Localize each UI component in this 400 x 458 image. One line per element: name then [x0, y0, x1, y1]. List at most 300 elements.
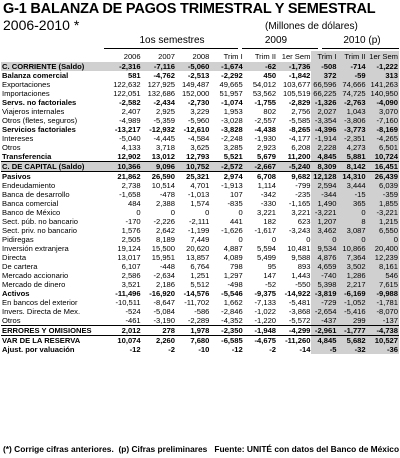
- table-cell: -2,846: [221, 307, 243, 316]
- table-cell: 103,677: [282, 80, 311, 89]
- table-cell: 54,012: [252, 80, 277, 89]
- table-cell: 798: [230, 262, 243, 271]
- table-cell: -1,199: [187, 226, 210, 235]
- table-cell: -10,511: [115, 298, 141, 307]
- table-cell: -5: [311, 345, 337, 354]
- table-row: [1, 289, 399, 298]
- table-cell: -1,781: [367, 298, 399, 307]
- table-cell: 1,114: [257, 181, 277, 190]
- table-cell: -5,040: [119, 134, 141, 143]
- table-cell: -12: [129, 345, 141, 354]
- table-cell: -2,634: [153, 271, 176, 280]
- table-row: [1, 253, 399, 262]
- table-cell: 3,444: [337, 181, 366, 190]
- table-cell: 2,505: [121, 235, 141, 244]
- table-cell: -3,868: [288, 307, 311, 316]
- table-cell: -8,169: [367, 125, 399, 134]
- table-cell: -1,022: [254, 307, 277, 316]
- table-cell: -1,658: [119, 190, 141, 199]
- table-cell: -3,028: [221, 116, 243, 125]
- table-cell: 441: [230, 217, 243, 226]
- column-header: 2008: [192, 52, 210, 61]
- column-header: 1er Sem: [281, 52, 311, 61]
- table-cell: 122,632: [113, 80, 141, 89]
- table-cell: 0: [238, 235, 243, 244]
- table-cell: 2,217: [337, 280, 366, 289]
- table-cell: -1,914: [311, 134, 337, 143]
- table-cell: 0: [337, 235, 366, 244]
- table-cell: 8,309: [311, 162, 337, 172]
- row-label: Mercado de dinero: [2, 280, 66, 289]
- table-cell: 450: [263, 71, 277, 80]
- table-cell: 12,128: [313, 172, 337, 181]
- table-cell: 49,665: [219, 80, 243, 89]
- table-cell: 3,285: [223, 143, 243, 152]
- table-cell: -4,396: [311, 125, 337, 134]
- footer: [3, 443, 399, 455]
- table-cell: -550: [295, 280, 311, 289]
- table-cell: -2,582: [119, 98, 141, 107]
- table-cell: 10,866: [337, 244, 366, 253]
- table-cell: 1,043: [337, 107, 366, 116]
- table-cell: 12,239: [367, 253, 399, 262]
- table-cell: 3,221: [257, 208, 277, 217]
- table-cell: -2,513: [187, 71, 210, 80]
- table-cell: -5,960: [187, 116, 210, 125]
- table-cell: 1,251: [190, 271, 210, 280]
- table-cell: 14,310: [337, 172, 366, 182]
- table-row: [1, 226, 399, 235]
- table-cell: -2,730: [187, 98, 210, 107]
- table-cell: 6,208: [291, 143, 311, 152]
- group-header-2009: 2009: [264, 35, 288, 46]
- table-cell: 1,443: [291, 271, 311, 280]
- table-row: [1, 152, 399, 162]
- table-cell: -4,762: [153, 71, 176, 80]
- table-cell: -3,243: [288, 226, 311, 235]
- table-cell: 7,680: [176, 336, 210, 346]
- table-cell: 149,487: [181, 80, 210, 89]
- table-cell: -16,920: [149, 289, 176, 298]
- table-cell: 19,124: [117, 244, 141, 253]
- table-cell: 51,957: [219, 89, 243, 98]
- row-label: ERRORES Y OMISIONES: [1, 326, 108, 336]
- table-cell: 6,764: [190, 262, 210, 271]
- table-cell: 6,039: [367, 181, 399, 190]
- table-cell: 1,953: [223, 107, 243, 116]
- table-cell: -448: [159, 262, 176, 271]
- table-row: [1, 62, 399, 71]
- table-cell: 12,902: [117, 152, 141, 161]
- row-label: Invers. Directa de Mex.: [2, 307, 81, 316]
- table-cell: 74,725: [337, 89, 366, 98]
- table-cell: 2,027: [311, 107, 337, 116]
- row-label: C. DE CAPITAL (Saldo): [1, 162, 108, 172]
- table-cell: 2,586: [121, 271, 141, 280]
- table-cell: -5,416: [337, 307, 366, 316]
- table-cell: 4,659: [311, 262, 337, 271]
- table-cell: -2,667: [244, 162, 277, 172]
- source-note: Fuente: UNITÉ con datos del Banco de México: [214, 444, 400, 454]
- column-header: Trim I: [311, 51, 337, 62]
- table-cell: 25,321: [176, 172, 210, 182]
- table-cell: -5,585: [288, 116, 311, 125]
- table-cell: 95: [267, 262, 277, 271]
- table-cell: -508: [311, 62, 337, 71]
- table-cell: 2,228: [311, 143, 337, 152]
- table-cell: -740: [311, 271, 337, 280]
- table-cell: -1,326: [311, 98, 337, 107]
- table-cell: 2,407: [121, 107, 141, 116]
- table-cell: -729: [311, 298, 337, 307]
- table-cell: 182: [263, 217, 277, 226]
- group-header-2010: 2010 (p): [343, 35, 381, 46]
- table-row: [1, 190, 399, 199]
- table-cell: 10,527: [367, 336, 399, 346]
- table-cell: 0: [205, 208, 210, 217]
- table-cell: -14,576: [183, 289, 210, 298]
- table-cell: -1,165: [288, 199, 311, 208]
- table-cell: -52: [265, 280, 277, 289]
- table-cell: -11,496: [115, 289, 141, 298]
- table-cell: -14: [299, 345, 311, 354]
- table-cell: -4,584: [187, 134, 210, 143]
- row-label: Transferencia: [2, 152, 52, 161]
- table-cell: -1,074: [221, 98, 243, 107]
- table-cell: 623: [297, 217, 311, 226]
- table-cell: 9,588: [291, 253, 311, 262]
- table-cell: 74,666: [337, 80, 366, 89]
- table-cell: -9,988: [367, 289, 399, 298]
- row-label: Balanza comercial: [2, 71, 69, 80]
- table-cell: 12,793: [186, 152, 210, 161]
- table-cell: 4,273: [337, 143, 366, 152]
- table-cell: -15: [337, 190, 366, 199]
- table-cell: -4,265: [367, 134, 399, 143]
- table-cell: -1,626: [221, 226, 243, 235]
- table-cell: 802: [263, 107, 277, 116]
- table-row: [1, 262, 399, 271]
- table-cell: -8,070: [367, 307, 399, 316]
- table-cell: 6,708: [244, 172, 277, 182]
- table-cell: 21,862: [108, 172, 141, 182]
- table-cell: -2,434: [153, 98, 176, 107]
- table-cell: 1,662: [223, 298, 243, 307]
- table-cell: 105,519: [282, 89, 311, 98]
- table-cell: 10,752: [176, 162, 210, 172]
- row-label: De cartera: [2, 262, 38, 271]
- table-cell: 3,221: [291, 208, 311, 217]
- table-cell: -1,674: [210, 62, 243, 71]
- table-cell: -4,438: [254, 125, 277, 134]
- table-cell: 278: [142, 326, 176, 336]
- table-cell: -10: [198, 345, 210, 354]
- footnote-corrections: (*) Corrige cifras anteriores.: [3, 444, 114, 454]
- table-cell: 11,200: [287, 152, 311, 161]
- table-cell: 152,000: [181, 89, 210, 98]
- table-cell: 3,087: [337, 226, 366, 235]
- table-cell: -3,819: [311, 289, 337, 298]
- page-title: G-1 BALANZA DE PAGOS TRIMESTRAL Y SEMESTRAL: [3, 1, 376, 17]
- row-label: Pidiregas: [2, 235, 34, 244]
- row-label: VAR DE LA RESERVA: [1, 336, 108, 346]
- table-cell: 2,012: [108, 326, 141, 336]
- row-label: C. CORRIENTE (Saldo): [1, 62, 108, 71]
- table-row: [1, 80, 399, 89]
- table-cell: 365: [337, 199, 366, 208]
- table-row: [1, 134, 399, 143]
- table-cell: -1,013: [187, 190, 210, 199]
- row-label: Endeudamiento: [2, 181, 56, 190]
- table-cell: 132,686: [147, 89, 176, 98]
- table-cell: 3,462: [311, 226, 337, 235]
- table-cell: -1,755: [254, 98, 277, 107]
- row-label: Otros: [2, 143, 21, 152]
- table-cell: -714: [337, 62, 366, 71]
- table-cell: -835: [227, 199, 243, 208]
- table-cell: 66,225: [313, 89, 337, 98]
- table-cell: -5,060: [176, 62, 210, 71]
- table-row: [1, 71, 399, 80]
- group-rule-2: [242, 48, 318, 49]
- row-label: Otros: [2, 316, 21, 325]
- table-cell: -2,351: [337, 134, 366, 143]
- group-rule-1: [104, 48, 238, 49]
- row-label: Ajust. por valuación: [2, 345, 75, 354]
- table-cell: 2,925: [156, 107, 176, 116]
- table-cell: 10,514: [151, 181, 176, 190]
- row-label: Intereses: [2, 134, 34, 143]
- table-cell: 4,845: [311, 336, 337, 346]
- table-cell: 9,534: [311, 244, 337, 253]
- table-cell: -12,610: [183, 125, 210, 134]
- table-cell: 4,089: [223, 253, 243, 262]
- table-cell: -3,190: [153, 316, 176, 325]
- table-cell: -344: [311, 190, 337, 199]
- table-cell: 5,594: [257, 244, 277, 253]
- table-cell: -2,111: [188, 217, 210, 226]
- table-cell: -5,084: [153, 307, 176, 316]
- table-cell: 893: [297, 262, 311, 271]
- table-cell: 581: [127, 71, 141, 80]
- row-label: Otros (fletes, seguros): [2, 116, 78, 125]
- table-cell: -9,375: [254, 289, 277, 298]
- table-cell: -170: [125, 217, 141, 226]
- table-cell: -7,160: [367, 116, 399, 125]
- row-label: Banca comercial: [2, 199, 59, 208]
- table-cell: 9,096: [142, 162, 176, 172]
- table-cell: 4,133: [121, 143, 141, 152]
- table-cell: -1,617: [254, 226, 277, 235]
- table-cell: -498: [227, 280, 243, 289]
- table-cell: -3,773: [337, 125, 366, 134]
- table-cell: -799: [295, 181, 311, 190]
- table-cell: 4,876: [311, 253, 337, 262]
- table-cell: -32: [337, 345, 366, 354]
- table-cell: -1,948: [244, 326, 277, 336]
- table-cell: -342: [260, 190, 277, 199]
- table-cell: -2,350: [210, 326, 243, 336]
- table-cell: 8,161: [367, 262, 399, 271]
- table-cell: 2,738: [121, 181, 141, 190]
- table-cell: 0: [367, 235, 399, 244]
- table-cell: 2,186: [156, 280, 176, 289]
- table-cell: -5,481: [288, 298, 311, 307]
- table-cell: 20,400: [367, 244, 399, 253]
- table-cell: 3,718: [156, 143, 176, 152]
- table-cell: 1,574: [190, 199, 210, 208]
- table-row: [1, 89, 399, 98]
- table-cell: -5,359: [153, 116, 176, 125]
- table-cell: -3,806: [337, 116, 366, 125]
- row-label: Sect. priv. no bancario: [2, 226, 77, 235]
- table-cell: 2,594: [311, 181, 337, 190]
- table-row: [1, 217, 399, 226]
- row-label: Inversión extranjera: [2, 244, 69, 253]
- table-row: [1, 143, 399, 152]
- table-cell: 7,364: [337, 253, 366, 262]
- table-cell: -2,763: [337, 98, 366, 107]
- table-cell: -7,116: [142, 62, 176, 71]
- table-row: [1, 298, 399, 307]
- table-cell: 10,074: [108, 336, 141, 346]
- table-cell: -4,352: [221, 316, 243, 325]
- table-cell: -2,654: [311, 307, 337, 316]
- column-header-label: [1, 51, 108, 62]
- row-label: Exportaciones: [2, 80, 51, 89]
- table-cell: -2,248: [221, 134, 243, 143]
- table-cell: 5,682: [337, 336, 366, 346]
- table-cell: 1,855: [367, 199, 399, 208]
- table-cell: -6,169: [337, 289, 366, 298]
- table-row: [1, 307, 399, 316]
- row-label: En bancos del exterior: [2, 298, 78, 307]
- table-cell: -59: [337, 71, 366, 80]
- table-row: [1, 345, 399, 354]
- table-cell: 1,286: [337, 271, 366, 280]
- table-cell: 140,950: [367, 89, 399, 98]
- group-rule-3: [322, 48, 399, 49]
- table-cell: 53,562: [252, 89, 277, 98]
- table-cell: -5,240: [277, 162, 311, 172]
- table-cell: 5,521: [223, 152, 243, 161]
- table-cell: -586: [194, 307, 210, 316]
- table-cell: -8,647: [153, 298, 176, 307]
- table-cell: -36: [367, 345, 399, 354]
- table-cell: 372: [311, 71, 337, 80]
- table-cell: -3,221: [367, 208, 399, 217]
- table-cell: -437: [311, 316, 337, 326]
- table-cell: 2,642: [156, 226, 176, 235]
- table-cell: 122,051: [113, 89, 141, 98]
- table-row: [1, 271, 399, 280]
- table-cell: -1,052: [337, 298, 366, 307]
- column-header: 2007: [158, 52, 176, 61]
- table-row: [1, 326, 399, 336]
- table-cell: -5,546: [221, 289, 243, 298]
- table-cell: 8: [337, 217, 366, 226]
- table-row: [1, 125, 399, 134]
- table-cell: 107: [230, 190, 243, 199]
- table-cell: 0: [311, 235, 337, 244]
- table-cell: -4,177: [288, 134, 311, 143]
- table-cell: -235: [295, 190, 311, 199]
- table-cell: 5,881: [337, 152, 366, 162]
- table-cell: 0: [170, 208, 176, 217]
- table-row: [1, 336, 399, 346]
- table-cell: 0: [238, 208, 243, 217]
- table-cell: -2,572: [210, 162, 243, 172]
- table-cell: -1,913: [221, 181, 243, 190]
- table-cell: 10,724: [367, 152, 399, 162]
- table-cell: 1,490: [311, 199, 337, 208]
- table-cell: -2,289: [187, 316, 210, 325]
- table-cell: -12,932: [149, 125, 176, 134]
- table-cell: -1,220: [254, 316, 277, 325]
- column-header: Trim II: [254, 52, 277, 61]
- table-cell: 2,756: [291, 107, 311, 116]
- table-cell: -330: [260, 199, 277, 208]
- table-cell: 13,017: [117, 253, 141, 262]
- table-cell: -2,557: [254, 116, 277, 125]
- row-label: Importaciones: [2, 89, 50, 98]
- row-label: Servs. no factoriales: [2, 98, 77, 107]
- table-cell: -2,316: [108, 62, 141, 71]
- table-cell: -4,299: [277, 326, 311, 336]
- table-cell: 147: [263, 271, 277, 280]
- table-row: [1, 199, 399, 208]
- table-cell: 5,398: [311, 280, 337, 289]
- table-cell: 2,388: [156, 199, 176, 208]
- table-cell: 16,451: [367, 162, 399, 172]
- table-cell: -2,226: [153, 217, 176, 226]
- table-cell: -2,961: [311, 326, 337, 336]
- table-cell: -1,777: [337, 326, 366, 336]
- table-cell: 0: [337, 208, 366, 217]
- table-row: [1, 235, 399, 244]
- table-cell: -8,265: [288, 125, 311, 134]
- table-row: [1, 98, 399, 107]
- table-cell: 1,576: [121, 226, 141, 235]
- table-cell: 546: [367, 271, 399, 280]
- table-cell: 7,615: [367, 280, 399, 289]
- table-cell: 484: [127, 199, 141, 208]
- row-label: Servicios factoriales: [2, 125, 76, 134]
- table-cell: 66,596: [313, 80, 337, 89]
- table-cell: 9,682: [277, 172, 311, 182]
- table-cell: -4,090: [367, 98, 399, 107]
- table-cell: 6,501: [367, 143, 399, 152]
- row-label: Sect. púb. no bancario: [2, 217, 78, 226]
- table-cell: -4,738: [367, 326, 399, 336]
- table-cell: -13,217: [114, 125, 141, 134]
- group-header-first-semesters: 1os semestres: [139, 35, 205, 46]
- table-cell: 8,189: [156, 235, 176, 244]
- row-label: Viajeros internales: [2, 107, 65, 116]
- table-row: [1, 116, 399, 125]
- table-cell: 3,521: [121, 280, 141, 289]
- table-cell: 2,260: [142, 336, 176, 346]
- row-label: Activos: [2, 289, 30, 298]
- table-cell: -461: [125, 316, 141, 325]
- table-cell: -359: [367, 190, 399, 199]
- table-cell: -1,930: [254, 134, 277, 143]
- table-cell: 0: [136, 208, 141, 217]
- table-cell: -1,736: [277, 62, 311, 71]
- table-row: [1, 172, 399, 182]
- row-label: Banco de México: [2, 208, 61, 217]
- table-cell: 1,215: [367, 217, 399, 226]
